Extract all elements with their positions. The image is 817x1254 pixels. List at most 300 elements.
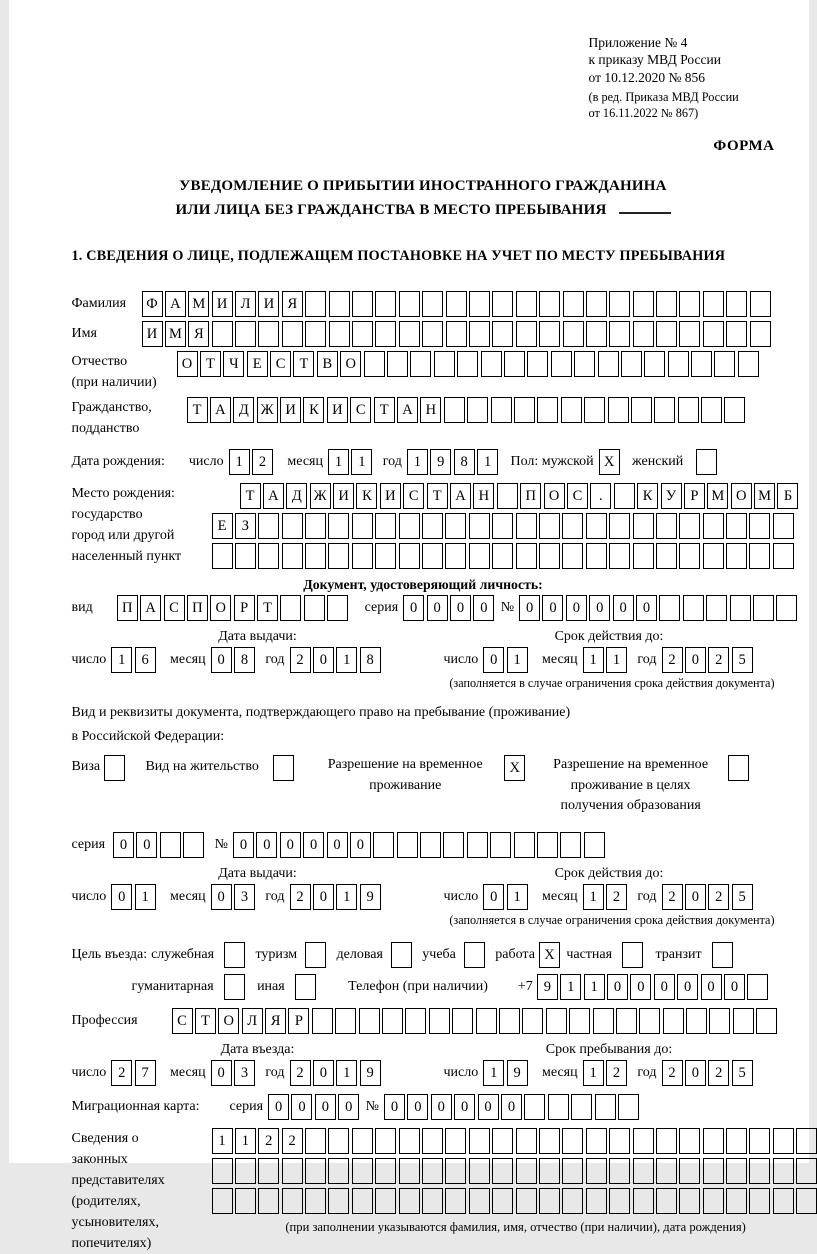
char-cell[interactable]: 0 xyxy=(483,884,504,910)
char-cell[interactable]: Т xyxy=(427,483,448,509)
char-cell[interactable]: 0 xyxy=(268,1094,289,1120)
char-cell[interactable]: 0 xyxy=(685,884,706,910)
char-cell[interactable] xyxy=(726,321,747,347)
char-cell[interactable]: 1 xyxy=(507,884,528,910)
char-cell[interactable]: 2 xyxy=(252,449,273,475)
char-cell[interactable] xyxy=(524,1094,545,1120)
char-cell[interactable]: 0 xyxy=(313,884,334,910)
char-cell[interactable] xyxy=(305,291,326,317)
char-cell[interactable] xyxy=(609,321,630,347)
char-cell[interactable] xyxy=(375,543,396,569)
char-cell[interactable] xyxy=(616,1008,637,1034)
char-cell[interactable]: 2 xyxy=(662,884,683,910)
char-cell[interactable] xyxy=(560,832,581,858)
char-cell[interactable] xyxy=(656,291,677,317)
char-cell[interactable]: 2 xyxy=(708,647,729,673)
char-cell[interactable]: 2 xyxy=(662,647,683,673)
char-cell[interactable] xyxy=(712,942,733,968)
char-cell[interactable]: Т xyxy=(293,351,314,377)
char-cell[interactable]: П xyxy=(187,595,208,621)
char-cell[interactable] xyxy=(527,351,548,377)
char-cell[interactable]: Ч xyxy=(223,351,244,377)
char-cell[interactable]: 9 xyxy=(360,884,381,910)
char-cell[interactable] xyxy=(796,1188,817,1214)
char-cell[interactable] xyxy=(282,1188,303,1214)
char-cell[interactable] xyxy=(516,1128,537,1154)
char-cell[interactable] xyxy=(375,513,396,539)
char-cell[interactable] xyxy=(696,449,717,475)
char-cell[interactable]: 1 xyxy=(351,449,372,475)
char-cell[interactable]: 1 xyxy=(606,647,627,673)
char-cell[interactable] xyxy=(492,513,513,539)
char-cell[interactable] xyxy=(469,1158,490,1184)
char-cell[interactable] xyxy=(328,1158,349,1184)
char-cell[interactable] xyxy=(328,543,349,569)
char-cell[interactable] xyxy=(452,1008,473,1034)
char-cell[interactable] xyxy=(235,543,256,569)
char-cell[interactable]: 0 xyxy=(501,1094,522,1120)
char-cell[interactable] xyxy=(258,321,279,347)
char-cell[interactable]: М xyxy=(188,291,209,317)
char-cell[interactable]: 0 xyxy=(566,595,587,621)
char-cell[interactable] xyxy=(562,1188,583,1214)
char-cell[interactable] xyxy=(492,1158,513,1184)
char-cell[interactable]: 5 xyxy=(732,1060,753,1086)
char-cell[interactable] xyxy=(703,321,724,347)
char-cell[interactable] xyxy=(492,1188,513,1214)
char-cell[interactable] xyxy=(305,513,326,539)
char-cell[interactable]: 0 xyxy=(338,1094,359,1120)
char-cell[interactable] xyxy=(516,1158,537,1184)
char-cell[interactable]: 0 xyxy=(313,1060,334,1086)
char-cell[interactable] xyxy=(539,513,560,539)
char-cell[interactable] xyxy=(399,321,420,347)
char-cell[interactable]: 2 xyxy=(606,884,627,910)
char-cell[interactable]: 1 xyxy=(111,647,132,673)
char-cell[interactable] xyxy=(305,1128,326,1154)
char-cell[interactable] xyxy=(644,351,665,377)
char-cell[interactable] xyxy=(516,291,537,317)
char-cell[interactable] xyxy=(422,291,443,317)
char-cell[interactable] xyxy=(399,513,420,539)
char-cell[interactable]: 0 xyxy=(280,832,301,858)
char-cell[interactable]: О xyxy=(177,351,198,377)
char-cell[interactable] xyxy=(586,513,607,539)
char-cell[interactable]: 2 xyxy=(290,884,311,910)
char-cell[interactable] xyxy=(329,321,350,347)
char-cell[interactable]: 2 xyxy=(606,1060,627,1086)
char-cell[interactable] xyxy=(598,351,619,377)
char-cell[interactable] xyxy=(467,832,488,858)
char-cell[interactable]: А xyxy=(210,397,231,423)
char-cell[interactable] xyxy=(282,543,303,569)
char-cell[interactable]: X xyxy=(539,942,560,968)
char-cell[interactable] xyxy=(678,397,699,423)
char-cell[interactable]: 0 xyxy=(315,1094,336,1120)
char-cell[interactable] xyxy=(399,1128,420,1154)
char-cell[interactable]: 0 xyxy=(113,832,134,858)
char-cell[interactable] xyxy=(375,1188,396,1214)
char-cell[interactable] xyxy=(282,1158,303,1184)
char-cell[interactable] xyxy=(457,351,478,377)
char-cell[interactable] xyxy=(352,321,373,347)
char-cell[interactable]: В xyxy=(317,351,338,377)
char-cell[interactable]: 0 xyxy=(136,832,157,858)
char-cell[interactable] xyxy=(469,1128,490,1154)
char-cell[interactable] xyxy=(663,1008,684,1034)
char-cell[interactable] xyxy=(656,513,677,539)
char-cell[interactable]: Е xyxy=(212,513,233,539)
char-cell[interactable] xyxy=(747,974,768,1000)
char-cell[interactable]: 0 xyxy=(111,884,132,910)
char-cell[interactable] xyxy=(391,942,412,968)
char-cell[interactable] xyxy=(445,1158,466,1184)
char-cell[interactable] xyxy=(373,832,394,858)
char-cell[interactable] xyxy=(586,1128,607,1154)
char-cell[interactable]: 0 xyxy=(519,595,540,621)
char-cell[interactable] xyxy=(614,483,635,509)
char-cell[interactable] xyxy=(364,351,385,377)
char-cell[interactable] xyxy=(586,543,607,569)
char-cell[interactable]: 0 xyxy=(636,595,657,621)
char-cell[interactable]: 2 xyxy=(258,1128,279,1154)
char-cell[interactable]: 1 xyxy=(507,647,528,673)
char-cell[interactable] xyxy=(539,291,560,317)
char-cell[interactable]: 1 xyxy=(407,449,428,475)
char-cell[interactable] xyxy=(726,513,747,539)
char-cell[interactable] xyxy=(749,543,770,569)
char-cell[interactable] xyxy=(561,397,582,423)
char-cell[interactable]: О xyxy=(731,483,752,509)
char-cell[interactable] xyxy=(709,1008,730,1034)
char-cell[interactable] xyxy=(562,1158,583,1184)
char-cell[interactable] xyxy=(444,397,465,423)
char-cell[interactable]: 0 xyxy=(454,1094,475,1120)
char-cell[interactable]: 0 xyxy=(542,595,563,621)
char-cell[interactable] xyxy=(584,832,605,858)
char-cell[interactable]: 9 xyxy=(360,1060,381,1086)
char-cell[interactable] xyxy=(733,1008,754,1034)
char-cell[interactable] xyxy=(726,543,747,569)
char-cell[interactable] xyxy=(773,1158,794,1184)
char-cell[interactable] xyxy=(235,321,256,347)
char-cell[interactable] xyxy=(397,832,418,858)
char-cell[interactable]: 2 xyxy=(662,1060,683,1086)
char-cell[interactable] xyxy=(539,321,560,347)
char-cell[interactable]: 2 xyxy=(111,1060,132,1086)
char-cell[interactable] xyxy=(551,351,572,377)
char-cell[interactable]: 8 xyxy=(454,449,475,475)
char-cell[interactable] xyxy=(410,351,431,377)
char-cell[interactable]: 0 xyxy=(233,832,254,858)
char-cell[interactable] xyxy=(796,1158,817,1184)
char-cell[interactable]: Д xyxy=(286,483,307,509)
char-cell[interactable] xyxy=(609,513,630,539)
char-cell[interactable]: Л xyxy=(235,291,256,317)
char-cell[interactable]: 2 xyxy=(290,1060,311,1086)
char-cell[interactable]: П xyxy=(520,483,541,509)
char-cell[interactable] xyxy=(212,321,233,347)
char-cell[interactable]: С xyxy=(172,1008,193,1034)
char-cell[interactable] xyxy=(305,543,326,569)
char-cell[interactable]: 2 xyxy=(708,884,729,910)
char-cell[interactable]: 1 xyxy=(235,1128,256,1154)
char-cell[interactable] xyxy=(539,1128,560,1154)
char-cell[interactable] xyxy=(516,513,537,539)
char-cell[interactable] xyxy=(703,543,724,569)
char-cell[interactable]: 1 xyxy=(477,449,498,475)
char-cell[interactable] xyxy=(235,1158,256,1184)
char-cell[interactable] xyxy=(469,321,490,347)
char-cell[interactable] xyxy=(609,1188,630,1214)
char-cell[interactable]: С xyxy=(350,397,371,423)
char-cell[interactable] xyxy=(312,1008,333,1034)
char-cell[interactable]: 1 xyxy=(560,974,581,1000)
char-cell[interactable]: Ф xyxy=(142,291,163,317)
char-cell[interactable]: 0 xyxy=(724,974,745,1000)
char-cell[interactable] xyxy=(328,513,349,539)
char-cell[interactable] xyxy=(445,513,466,539)
char-cell[interactable]: 2 xyxy=(708,1060,729,1086)
char-cell[interactable] xyxy=(586,1158,607,1184)
char-cell[interactable] xyxy=(749,1158,770,1184)
char-cell[interactable]: А xyxy=(450,483,471,509)
char-cell[interactable]: И xyxy=(212,291,233,317)
char-cell[interactable] xyxy=(422,1158,443,1184)
char-cell[interactable] xyxy=(622,942,643,968)
char-cell[interactable]: Д xyxy=(233,397,254,423)
char-cell[interactable]: У xyxy=(661,483,682,509)
char-cell[interactable] xyxy=(399,1158,420,1184)
char-cell[interactable] xyxy=(701,397,722,423)
char-cell[interactable] xyxy=(514,832,535,858)
char-cell[interactable]: 0 xyxy=(211,647,232,673)
char-cell[interactable]: Р xyxy=(684,483,705,509)
char-cell[interactable] xyxy=(537,832,558,858)
char-cell[interactable] xyxy=(422,513,443,539)
char-cell[interactable]: Н xyxy=(473,483,494,509)
char-cell[interactable]: 0 xyxy=(384,1094,405,1120)
char-cell[interactable]: Т xyxy=(187,397,208,423)
char-cell[interactable] xyxy=(749,1128,770,1154)
char-cell[interactable] xyxy=(659,595,680,621)
char-cell[interactable]: Я xyxy=(188,321,209,347)
char-cell[interactable]: 0 xyxy=(407,1094,428,1120)
char-cell[interactable]: 0 xyxy=(211,884,232,910)
char-cell[interactable]: . xyxy=(590,483,611,509)
char-cell[interactable] xyxy=(608,397,629,423)
char-cell[interactable]: 3 xyxy=(234,1060,255,1086)
char-cell[interactable]: 0 xyxy=(654,974,675,1000)
char-cell[interactable] xyxy=(753,595,774,621)
char-cell[interactable]: 8 xyxy=(234,647,255,673)
char-cell[interactable]: 1 xyxy=(584,974,605,1000)
char-cell[interactable]: 0 xyxy=(589,595,610,621)
char-cell[interactable] xyxy=(476,1008,497,1034)
char-cell[interactable] xyxy=(714,351,735,377)
char-cell[interactable] xyxy=(224,974,245,1000)
char-cell[interactable]: М xyxy=(165,321,186,347)
char-cell[interactable] xyxy=(399,543,420,569)
char-cell[interactable] xyxy=(497,483,518,509)
char-cell[interactable] xyxy=(546,1008,567,1034)
char-cell[interactable]: Ж xyxy=(257,397,278,423)
char-cell[interactable] xyxy=(212,1158,233,1184)
char-cell[interactable] xyxy=(327,595,348,621)
char-cell[interactable] xyxy=(352,1128,373,1154)
char-cell[interactable] xyxy=(586,1188,607,1214)
char-cell[interactable] xyxy=(679,291,700,317)
char-cell[interactable] xyxy=(537,397,558,423)
char-cell[interactable]: И xyxy=(333,483,354,509)
char-cell[interactable] xyxy=(235,1188,256,1214)
char-cell[interactable] xyxy=(387,351,408,377)
char-cell[interactable]: 0 xyxy=(607,974,628,1000)
char-cell[interactable] xyxy=(654,397,675,423)
char-cell[interactable] xyxy=(773,1188,794,1214)
char-cell[interactable] xyxy=(469,513,490,539)
char-cell[interactable] xyxy=(728,755,749,781)
char-cell[interactable]: 0 xyxy=(313,647,334,673)
char-cell[interactable] xyxy=(328,1128,349,1154)
char-cell[interactable]: 0 xyxy=(256,832,277,858)
char-cell[interactable] xyxy=(726,1158,747,1184)
char-cell[interactable] xyxy=(352,1188,373,1214)
char-cell[interactable] xyxy=(464,942,485,968)
char-cell[interactable] xyxy=(224,942,245,968)
char-cell[interactable] xyxy=(469,543,490,569)
char-cell[interactable]: 0 xyxy=(403,595,424,621)
char-cell[interactable] xyxy=(738,351,759,377)
char-cell[interactable]: Е xyxy=(247,351,268,377)
char-cell[interactable]: 1 xyxy=(336,647,357,673)
char-cell[interactable] xyxy=(773,1128,794,1154)
char-cell[interactable] xyxy=(305,1158,326,1184)
char-cell[interactable]: 1 xyxy=(583,647,604,673)
char-cell[interactable] xyxy=(352,543,373,569)
char-cell[interactable]: 5 xyxy=(732,884,753,910)
char-cell[interactable] xyxy=(562,1128,583,1154)
char-cell[interactable] xyxy=(258,1188,279,1214)
char-cell[interactable] xyxy=(375,1128,396,1154)
char-cell[interactable]: 9 xyxy=(430,449,451,475)
char-cell[interactable]: 1 xyxy=(336,1060,357,1086)
char-cell[interactable] xyxy=(539,1188,560,1214)
char-cell[interactable] xyxy=(656,1128,677,1154)
char-cell[interactable] xyxy=(443,832,464,858)
char-cell[interactable] xyxy=(429,1008,450,1034)
char-cell[interactable] xyxy=(434,351,455,377)
char-cell[interactable]: 1 xyxy=(483,1060,504,1086)
char-cell[interactable] xyxy=(481,351,502,377)
char-cell[interactable]: 2 xyxy=(290,647,311,673)
char-cell[interactable] xyxy=(258,1158,279,1184)
char-cell[interactable] xyxy=(726,291,747,317)
char-cell[interactable]: 0 xyxy=(685,647,706,673)
char-cell[interactable] xyxy=(469,1188,490,1214)
char-cell[interactable]: 0 xyxy=(483,647,504,673)
char-cell[interactable] xyxy=(422,543,443,569)
char-cell[interactable]: О xyxy=(340,351,361,377)
char-cell[interactable] xyxy=(405,1008,426,1034)
char-cell[interactable]: 9 xyxy=(537,974,558,1000)
char-cell[interactable] xyxy=(375,1158,396,1184)
char-cell[interactable] xyxy=(609,1158,630,1184)
char-cell[interactable] xyxy=(691,351,712,377)
char-cell[interactable] xyxy=(469,291,490,317)
char-cell[interactable] xyxy=(631,397,652,423)
char-cell[interactable] xyxy=(516,1188,537,1214)
char-cell[interactable] xyxy=(492,543,513,569)
char-cell[interactable] xyxy=(352,513,373,539)
char-cell[interactable] xyxy=(773,543,794,569)
char-cell[interactable] xyxy=(335,1008,356,1034)
char-cell[interactable] xyxy=(706,595,727,621)
char-cell[interactable] xyxy=(445,1188,466,1214)
char-cell[interactable] xyxy=(656,543,677,569)
char-cell[interactable] xyxy=(422,1128,443,1154)
char-cell[interactable]: Т xyxy=(374,397,395,423)
char-cell[interactable]: 0 xyxy=(431,1094,452,1120)
char-cell[interactable]: И xyxy=(380,483,401,509)
char-cell[interactable] xyxy=(382,1008,403,1034)
char-cell[interactable]: П xyxy=(117,595,138,621)
char-cell[interactable]: 0 xyxy=(685,1060,706,1086)
char-cell[interactable] xyxy=(280,595,301,621)
char-cell[interactable]: А xyxy=(165,291,186,317)
char-cell[interactable] xyxy=(352,291,373,317)
char-cell[interactable]: С xyxy=(567,483,588,509)
char-cell[interactable] xyxy=(375,321,396,347)
char-cell[interactable] xyxy=(563,291,584,317)
char-cell[interactable]: 1 xyxy=(135,884,156,910)
char-cell[interactable] xyxy=(359,1008,380,1034)
char-cell[interactable]: 0 xyxy=(473,595,494,621)
char-cell[interactable]: А xyxy=(263,483,284,509)
char-cell[interactable] xyxy=(329,291,350,317)
char-cell[interactable] xyxy=(490,832,511,858)
char-cell[interactable] xyxy=(514,397,535,423)
char-cell[interactable] xyxy=(609,291,630,317)
char-cell[interactable]: Т xyxy=(240,483,261,509)
char-cell[interactable] xyxy=(445,1128,466,1154)
char-cell[interactable] xyxy=(492,291,513,317)
char-cell[interactable] xyxy=(420,832,441,858)
char-cell[interactable] xyxy=(258,513,279,539)
char-cell[interactable]: О xyxy=(544,483,565,509)
char-cell[interactable]: 0 xyxy=(677,974,698,1000)
char-cell[interactable] xyxy=(499,1008,520,1034)
char-cell[interactable] xyxy=(703,291,724,317)
char-cell[interactable]: И xyxy=(258,291,279,317)
char-cell[interactable] xyxy=(491,397,512,423)
char-cell[interactable] xyxy=(305,1188,326,1214)
char-cell[interactable] xyxy=(571,1094,592,1120)
char-cell[interactable]: 0 xyxy=(291,1094,312,1120)
char-cell[interactable]: Т xyxy=(257,595,278,621)
char-cell[interactable] xyxy=(656,321,677,347)
char-cell[interactable] xyxy=(574,351,595,377)
char-cell[interactable] xyxy=(539,1158,560,1184)
char-cell[interactable] xyxy=(422,321,443,347)
char-cell[interactable]: 0 xyxy=(327,832,348,858)
char-cell[interactable] xyxy=(593,1008,614,1034)
char-cell[interactable] xyxy=(522,1008,543,1034)
char-cell[interactable] xyxy=(683,595,704,621)
char-cell[interactable] xyxy=(183,832,204,858)
char-cell[interactable]: Р xyxy=(234,595,255,621)
char-cell[interactable] xyxy=(609,543,630,569)
